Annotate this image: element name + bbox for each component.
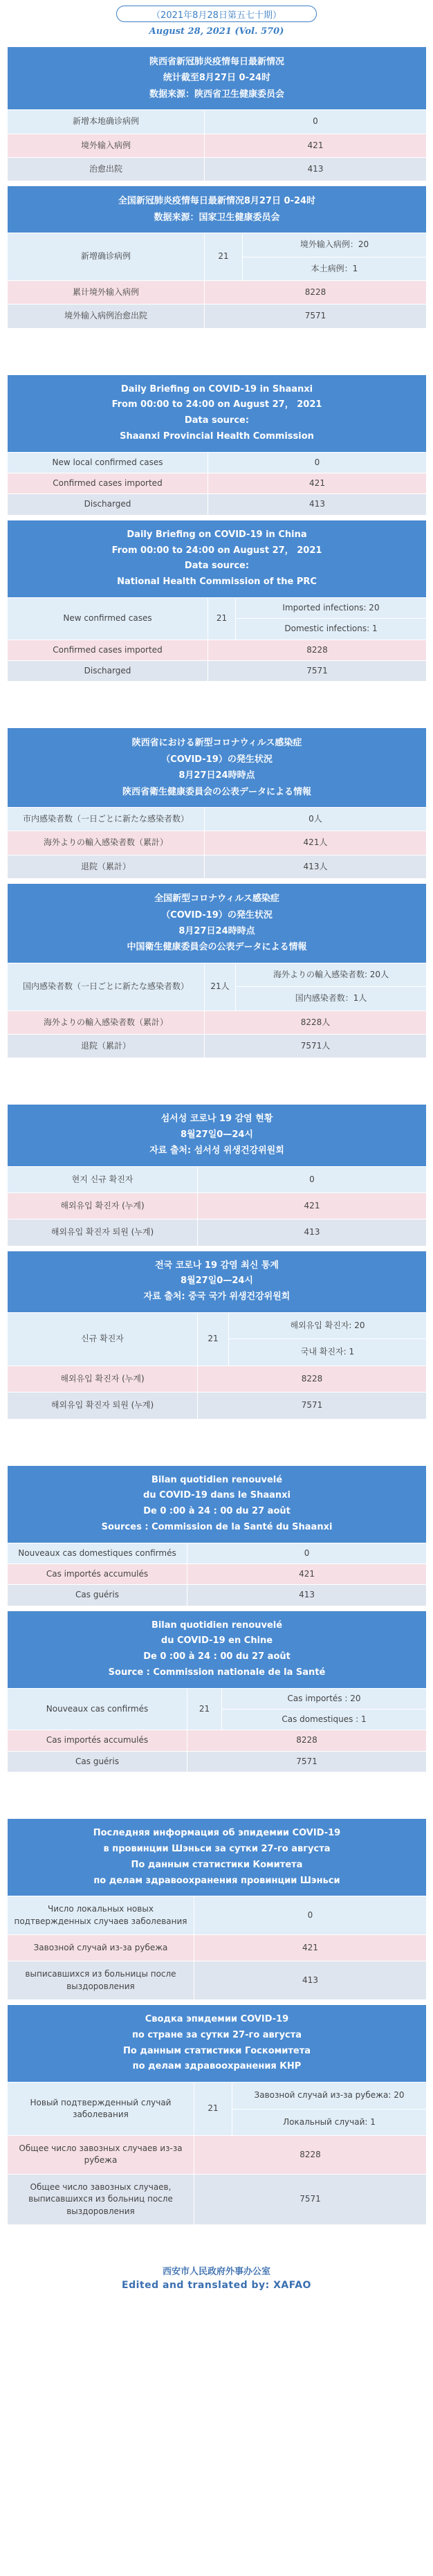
kr-shaanxi-title-line: 자료 출처: 섬서성 위생건강위원회 — [149, 1145, 284, 1156]
en-national-row-value: 7571 — [208, 661, 427, 682]
jp-shaanxi-row-value: 413人 — [205, 855, 427, 878]
ru-shaanxi-row-value: 413 — [194, 1961, 427, 2000]
ru-national-local: Локальный случай: 1 — [232, 2109, 427, 2135]
kr-shaanxi-row-label: 해외유입 확진자 (누계) — [8, 1192, 198, 1219]
jp-national-title-line: 8月27日24時時点 — [178, 925, 255, 936]
footer — [0, 2264, 433, 2291]
kr-national-row-label: 해외유입 확진자 퇴원 (누계) — [8, 1393, 198, 1419]
cn-national-row-label: 累计境外输入病例 — [8, 280, 205, 304]
kr-national-row-value: 8228 — [198, 1366, 427, 1392]
cn-shaanxi-row-label: 新增本地确诊病例 — [8, 110, 205, 134]
en-national-row-label: Discharged — [8, 661, 208, 682]
jp-shaanxi-title-row — [8, 728, 427, 808]
fr-shaanxi-row-value: 0 — [187, 1543, 427, 1563]
jp-shaanxi-row-label: 市内感染者数（一日ごとに新たな感染者数） — [8, 807, 205, 831]
jp-national-row-label: 海外よりの輸入感染者数（累計） — [8, 1010, 205, 1034]
language-block-fr — [7, 1465, 426, 1773]
table-row — [8, 280, 427, 304]
fr-national-row-label: Cas importés accumulés — [8, 1730, 187, 1751]
ru-national-imported: Завозной случай из-за рубежа: 20 — [232, 2083, 427, 2109]
en-national-new-label: New confirmed cases — [8, 597, 208, 640]
ru-shaanxi-row-label: Завозной случай из-за рубежа — [8, 1935, 194, 1961]
jp-national-title-row — [8, 884, 427, 963]
table-row — [8, 1393, 427, 1419]
ru-shaanxi-title — [8, 1819, 427, 1896]
ru-national-new-label: Новый подтвержденный случай заболевания — [8, 2083, 194, 2136]
language-block-kr — [7, 1104, 426, 1419]
en-shaanxi-row-value: 0 — [208, 452, 427, 473]
cn-national-new-label: 新增确诊病例 — [8, 233, 205, 281]
footer-credit: Edited and translated by: XAFAO — [122, 2279, 311, 2291]
table-row — [8, 831, 427, 855]
table-row — [8, 1585, 427, 1606]
fr-shaanxi-row-label: Cas importés accumulés — [8, 1563, 187, 1584]
en-shaanxi-title-line: Daily Briefing on COVID-19 in Shaanxi — [120, 383, 313, 394]
ru-national-row-label: Общее число завозных случаев из-за рубежа — [8, 2135, 194, 2174]
table-row — [8, 305, 427, 328]
jp-national-new-label: 国内感染者数（一日ごとに新たな感染者数） — [8, 963, 205, 1010]
table-row — [8, 1219, 427, 1246]
table-row — [8, 597, 427, 618]
ru-national-row-value: 7571 — [194, 2174, 427, 2224]
ru-national-title-row — [8, 2005, 427, 2083]
cn-shaanxi-row-label: 境外输入病例 — [8, 134, 205, 157]
fr-shaanxi-title-line: du COVID-19 dans le Shaanxi — [143, 1490, 291, 1501]
table-row — [8, 1751, 427, 1772]
table-row — [8, 1563, 427, 1584]
fr-shaanxi-title-line: De 0 :00 à 24 : 00 du 27 août — [143, 1506, 291, 1517]
en-national-row-label: Confirmed cases imported — [8, 640, 208, 660]
cn-shaanxi-title — [8, 47, 427, 110]
ru-national-title-line: по стране за сутки 27-го августа — [131, 2029, 302, 2040]
fr-national-row-value: 8228 — [187, 1730, 427, 1751]
issue-subtitle: August 28, 2021 (Vol. 570) — [149, 26, 284, 37]
kr-shaanxi-row-label: 현지 신규 확진자 — [8, 1166, 198, 1192]
cn-shaanxi-title-line: 陕西省新冠肺炎疫情每日最新情况 — [149, 57, 284, 67]
table-row — [8, 2083, 427, 2109]
kr-national-title-line: 8월27일0—24시 — [181, 1276, 253, 1287]
kr-national-title-line: 자료 출처: 중국 국가 위생건강위원회 — [143, 1291, 291, 1303]
en-shaanxi-row-label: New local confirmed cases — [8, 452, 208, 473]
jp-shaanxi-title — [8, 728, 427, 808]
table-row — [8, 1896, 427, 1935]
ru-shaanxi-row-label: выписавшихся из больницы после выздоровления — [8, 1961, 194, 2000]
ru-national-table — [7, 2004, 427, 2225]
en-national-imported: Imported infections: 20 — [236, 597, 427, 618]
table-row — [8, 1730, 427, 1751]
en-shaanxi-row-label: Confirmed cases imported — [8, 473, 208, 494]
fr-national-table — [7, 1611, 427, 1773]
ru-shaanxi-title-line: в провинции Шэньси за сутки 27-го августа — [103, 1844, 331, 1854]
issue-date-pill — [116, 6, 317, 22]
issue-date-text: （2021年8月28日第五七十期） — [151, 10, 282, 21]
kr-national-title-row — [8, 1251, 427, 1312]
fr-national-title — [8, 1611, 427, 1688]
fr-shaanxi-row-value: 413 — [187, 1585, 427, 1606]
table-row — [8, 855, 427, 878]
jp-national-title-line: 全国新型コロナウィルス感染症 — [154, 894, 279, 905]
ru-national-row-label: Общее число завозных случаев, выписавшихся из больниц после выздоровления — [8, 2174, 194, 2224]
kr-national-local: 국내 확진자: 1 — [229, 1339, 427, 1366]
ru-shaanxi-row-value: 421 — [194, 1935, 427, 1961]
kr-shaanxi-row-value: 421 — [198, 1192, 427, 1219]
fr-national-title-row — [8, 1611, 427, 1688]
kr-national-table — [7, 1251, 427, 1419]
kr-shaanxi-title-line: 8월27일0—24시 — [181, 1130, 253, 1141]
jp-national-local: 国内感染者数：1人 — [236, 987, 427, 1010]
cn-national-new-total: 21 — [205, 233, 243, 281]
jp-national-imported: 海外よりの輸入感染者数: 20人 — [236, 963, 427, 986]
en-shaanxi-title — [8, 374, 427, 452]
jp-shaanxi-row-label: 退院（累計） — [8, 855, 205, 878]
jp-national-title-line: （COVID-19）の発生状況 — [161, 909, 273, 920]
en-national-title-line: Data source: — [184, 561, 250, 572]
en-national-title-row — [8, 520, 427, 597]
en-shaanxi-title-line: Data source: — [184, 415, 250, 426]
kr-national-title — [8, 1251, 427, 1312]
cn-national-title-line: 全国新冠肺炎疫情每日最新情况8月27日 0-24时 — [118, 196, 316, 207]
kr-national-new-total: 21 — [198, 1312, 229, 1366]
table-row — [8, 1192, 427, 1219]
language-block-cn — [7, 46, 426, 329]
fr-national-row-value: 7571 — [187, 1751, 427, 1772]
fr-national-title-line: Bilan quotidien renouvelé — [151, 1620, 283, 1631]
fr-shaanxi-title-line: Sources : Commission de la Santé du Shaanxi — [101, 1521, 333, 1532]
kr-shaanxi-title-line: 섬서성 코로나 19 감염 현황 — [160, 1114, 273, 1125]
ru-national-title-line: По данным статистики Госкомитета — [123, 2045, 311, 2056]
ru-shaanxi-row-value: 0 — [194, 1896, 427, 1935]
jp-shaanxi-row-label: 海外よりの輸入感染者数（累計） — [8, 831, 205, 855]
jp-national-row-label: 退院（累計） — [8, 1034, 205, 1058]
jp-national-title — [8, 884, 427, 963]
cn-national-title-row — [8, 186, 427, 233]
ru-national-new-total: 21 — [194, 2083, 232, 2136]
cn-national-title — [8, 186, 427, 233]
jp-shaanxi-title-line: 陝西省における新型コロナウィルス感染症 — [131, 738, 302, 749]
fr-national-local: Cas domestiques : 1 — [222, 1709, 427, 1730]
fr-national-new-label: Nouveaux cas confirmés — [8, 1688, 187, 1730]
table-row — [8, 2135, 427, 2174]
table-row — [8, 134, 427, 157]
table-row — [8, 452, 427, 473]
jp-shaanxi-title-line: （COVID-19）の発生状況 — [161, 754, 273, 765]
table-row — [8, 1166, 427, 1192]
en-national-new-total: 21 — [208, 597, 236, 640]
fr-national-imported: Cas importés : 20 — [222, 1688, 427, 1709]
kr-shaanxi-row-value: 413 — [198, 1219, 427, 1246]
jp-shaanxi-title-line: 8月27日24時時点 — [178, 770, 255, 781]
ru-shaanxi-title-line: Последняя информация об эпидемии COVID-19 — [93, 1828, 341, 1839]
fr-national-title-line: du COVID-19 en Chine — [160, 1635, 273, 1647]
cn-national-title-line: 数据来源：国家卫生健康委员会 — [154, 212, 280, 223]
kr-shaanxi-row-label: 해외유입 확진자 퇴원 (누계) — [8, 1219, 198, 1246]
table-row — [8, 640, 427, 660]
cn-shaanxi-row-value: 0 — [205, 110, 427, 134]
table-row — [8, 233, 427, 257]
table-row — [8, 661, 427, 682]
table-row — [8, 2174, 427, 2224]
cn-shaanxi-table — [7, 46, 427, 181]
language-blocks — [0, 46, 433, 2225]
kr-shaanxi-table — [7, 1104, 427, 1246]
en-national-title-line: National Health Commission of the PRC — [117, 577, 317, 588]
en-national-table — [7, 520, 427, 682]
cn-national-local: 本土病例：1 — [243, 257, 427, 280]
table-row — [8, 157, 427, 181]
kr-shaanxi-title — [8, 1105, 427, 1166]
en-national-title-line: Daily Briefing on COVID-19 in China — [127, 529, 307, 540]
language-block-en — [7, 374, 426, 682]
kr-national-imported: 해외유입 확진자: 20 — [229, 1312, 427, 1339]
jp-national-row-value: 7571人 — [205, 1034, 427, 1058]
cn-shaanxi-title-line: 数据来源：陕西省卫生健康委员会 — [149, 89, 284, 100]
fr-national-new-total: 21 — [187, 1688, 222, 1730]
table-row — [8, 1034, 427, 1058]
en-national-title — [8, 520, 427, 597]
fr-shaanxi-row-label: Nouveaux cas domestiques confirmés — [8, 1543, 187, 1563]
en-national-local: Domestic infections: 1 — [236, 619, 427, 640]
table-row — [8, 473, 427, 494]
fr-national-row-label: Cas guéris — [8, 1751, 187, 1772]
table-row — [8, 1688, 427, 1709]
footer-org: 西安市人民政府外事办公室 — [162, 2266, 270, 2277]
cn-shaanxi-row-value: 413 — [205, 157, 427, 181]
table-row — [8, 1312, 427, 1339]
table-row — [8, 494, 427, 515]
jp-shaanxi-table — [7, 727, 427, 879]
en-shaanxi-title-row — [8, 374, 427, 452]
jp-national-new-total: 21人 — [205, 963, 236, 1010]
ru-shaanxi-title-line: по делам здравоохранения провинции Шэньси — [93, 1875, 340, 1886]
fr-shaanxi-row-value: 421 — [187, 1563, 427, 1584]
table-row — [8, 1010, 427, 1034]
table-row — [8, 1543, 427, 1563]
en-shaanxi-row-label: Discharged — [8, 494, 208, 515]
table-row — [8, 1935, 427, 1961]
fr-shaanxi-table — [7, 1465, 427, 1606]
kr-shaanxi-row-value: 0 — [198, 1166, 427, 1192]
jp-national-row-value: 8228人 — [205, 1010, 427, 1034]
cn-shaanxi-row-value: 421 — [205, 134, 427, 157]
cn-shaanxi-row-label: 治愈出院 — [8, 157, 205, 181]
kr-national-row-value: 7571 — [198, 1393, 427, 1419]
table-row — [8, 1366, 427, 1392]
jp-shaanxi-row-value: 421人 — [205, 831, 427, 855]
ru-national-title-line: по делам здравоохранения КНР — [132, 2061, 302, 2072]
kr-shaanxi-title-row — [8, 1105, 427, 1166]
en-shaanxi-title-line: From 00:00 to 24:00 on August 27， 2021 — [111, 399, 322, 410]
kr-national-new-label: 신규 확진자 — [8, 1312, 198, 1366]
ru-shaanxi-table — [7, 1818, 427, 2000]
fr-shaanxi-title-line: Bilan quotidien renouvelé — [151, 1474, 283, 1485]
fr-shaanxi-title-row — [8, 1465, 427, 1543]
en-shaanxi-row-value: 421 — [208, 473, 427, 494]
cn-national-table — [7, 185, 427, 328]
kr-national-row-label: 해외유입 확진자 (누계) — [8, 1366, 198, 1392]
fr-shaanxi-title — [8, 1465, 427, 1543]
ru-shaanxi-title-row — [8, 1819, 427, 1896]
en-national-row-value: 8228 — [208, 640, 427, 660]
ru-national-row-value: 8228 — [194, 2135, 427, 2174]
cn-national-row-value: 7571 — [205, 305, 427, 328]
table-row — [8, 110, 427, 134]
table-row — [8, 807, 427, 831]
en-shaanxi-row-value: 413 — [208, 494, 427, 515]
cn-national-row-value: 8228 — [205, 280, 427, 304]
kr-national-title-line: 전국 코로나 19 감염 최신 통계 — [155, 1260, 279, 1271]
en-shaanxi-title-line: Shaanxi Provincial Health Commission — [120, 430, 314, 442]
jp-national-title-line: 中国衛生健康委員会の公表データによる情報 — [127, 942, 307, 953]
en-shaanxi-table — [7, 374, 427, 516]
table-row — [8, 963, 427, 986]
fr-national-title-line: De 0 :00 à 24 : 00 du 27 août — [143, 1651, 291, 1662]
ru-shaanxi-title-line: По данным статистики Комитета — [131, 1859, 303, 1870]
table-row — [8, 1961, 427, 2000]
fr-shaanxi-row-label: Cas guéris — [8, 1585, 187, 1606]
fr-national-title-line: Source : Commission nationale de la Santé — [108, 1667, 326, 1678]
cn-shaanxi-title-line: 统计截至8月27日 0-24时 — [163, 73, 271, 84]
jp-shaanxi-row-value: 0人 — [205, 807, 427, 831]
language-block-ru — [7, 1818, 426, 2225]
ru-national-title — [8, 2005, 427, 2083]
cn-national-row-label: 境外输入病例治愈出院 — [8, 305, 205, 328]
jp-shaanxi-title-line: 陝西省衛生健康委員会の公表データによる情報 — [122, 786, 311, 797]
ru-national-title-line: Сводка эпидемии COVID-19 — [145, 2014, 289, 2025]
jp-national-table — [7, 883, 427, 1058]
cn-national-imported: 境外输入病例：20 — [243, 233, 427, 257]
cn-shaanxi-title-row — [8, 47, 427, 110]
en-national-title-line: From 00:00 to 24:00 on August 27， 2021 — [111, 545, 322, 556]
ru-shaanxi-row-label: Число локальных новых подтвержденных случаев заболевания — [8, 1896, 194, 1935]
language-block-jp — [7, 727, 426, 1058]
